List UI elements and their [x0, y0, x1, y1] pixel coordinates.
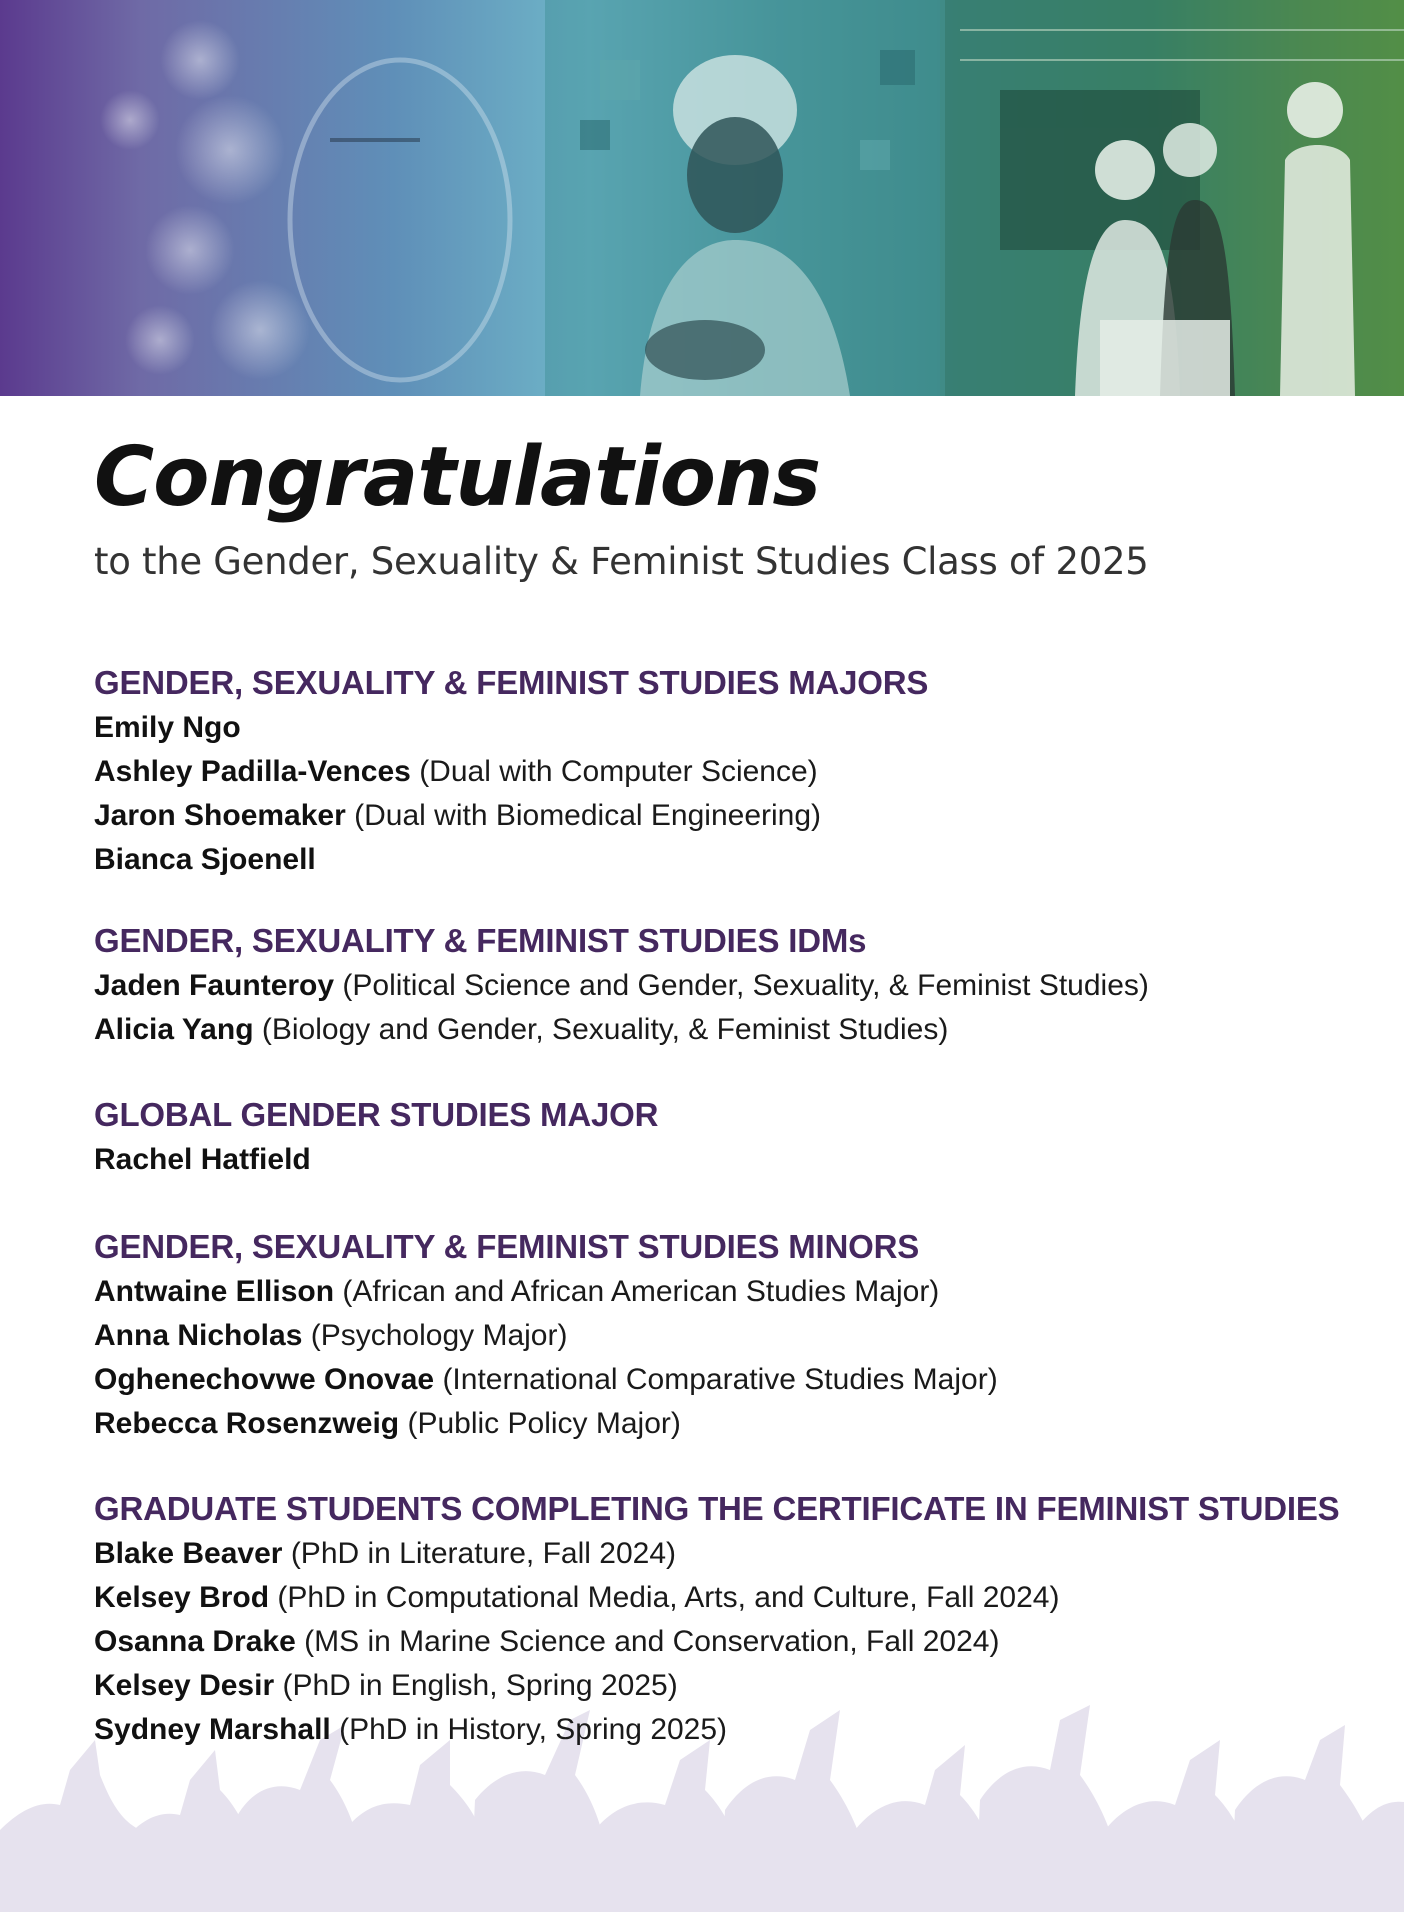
section-gsfs-idms [94, 920, 1149, 1052]
student-detail: (African and African American Studies Major) [342, 1275, 940, 1308]
student-detail: (International Comparative Studies Major) [442, 1363, 998, 1396]
student-name: Alicia Yang [94, 1013, 254, 1046]
student-detail: (PhD in English, Spring 2025) [282, 1669, 678, 1702]
section-heading: GENDER, SEXUALITY & FEMINIST STUDIES IDMs [94, 922, 867, 959]
student-detail: (MS in Marine Science and Conservation, Fall 2024) [304, 1625, 1000, 1658]
section-heading: GRADUATE STUDENTS COMPLETING THE CERTIFICATE IN FEMINIST STUDIES [94, 1490, 1340, 1527]
banner-collage-image [0, 0, 1404, 396]
student-detail: (Political Science and Gender, Sexuality, & Feminist Studies) [342, 969, 1149, 1002]
student-detail: (Dual with Computer Science) [419, 755, 818, 788]
list-item [94, 1270, 998, 1314]
list-item [94, 1664, 1340, 1708]
section-global-gender-major [94, 1094, 658, 1182]
list-item [94, 1402, 998, 1446]
section-heading: GLOBAL GENDER STUDIES MAJOR [94, 1096, 659, 1133]
list-item [94, 1708, 1340, 1752]
student-name: Jaron Shoemaker [94, 799, 346, 832]
list-item [94, 794, 928, 838]
student-detail: (Psychology Major) [310, 1319, 568, 1352]
student-name: Anna Nicholas [94, 1319, 303, 1352]
list-item [94, 1008, 1149, 1052]
student-name: Bianca Sjoenell [94, 843, 316, 876]
list-item [94, 1532, 1340, 1576]
list-item [94, 1138, 658, 1182]
header-banner [0, 0, 1404, 396]
list-item [94, 964, 1149, 1008]
student-detail: (Public Policy Major) [407, 1407, 681, 1440]
student-name: Blake Beaver [94, 1537, 283, 1570]
student-detail: (PhD in Literature, Fall 2024) [290, 1537, 676, 1570]
list-item [94, 1576, 1340, 1620]
student-name: Osanna Drake [94, 1625, 296, 1658]
section-gsfs-minors [94, 1226, 998, 1446]
student-name: Oghenechovwe Onovae [94, 1363, 435, 1396]
student-detail: (PhD in Computational Media, Arts, and Culture, Fall 2024) [277, 1581, 1060, 1614]
list-item [94, 706, 928, 750]
list-item [94, 750, 928, 794]
section-gsfs-majors [94, 662, 928, 882]
page-subtitle: to the Gender, Sexuality & Feminist Studies Class of 2025 [94, 540, 1149, 583]
page-title: Congratulations [94, 430, 821, 525]
section-graduate-certificate [94, 1488, 1340, 1752]
student-name: Jaden Faunteroy [94, 969, 335, 1002]
student-name: Antwaine Ellison [94, 1275, 335, 1308]
list-item [94, 1358, 998, 1402]
section-heading: GENDER, SEXUALITY & FEMINIST STUDIES MAJORS [94, 664, 929, 701]
list-item [94, 1314, 998, 1358]
student-name: Emily Ngo [94, 711, 241, 744]
student-detail: (PhD in History, Spring 2025) [339, 1713, 728, 1746]
student-name: Kelsey Brod [94, 1581, 270, 1614]
student-name: Kelsey Desir [94, 1669, 275, 1702]
section-heading: GENDER, SEXUALITY & FEMINIST STUDIES MINORS [94, 1228, 920, 1265]
student-detail: (Dual with Biomedical Engineering) [354, 799, 822, 832]
student-name: Rebecca Rosenzweig [94, 1407, 400, 1440]
student-detail: (Biology and Gender, Sexuality, & Feminist Studies) [261, 1013, 949, 1046]
list-item [94, 1620, 1340, 1664]
student-name: Ashley Padilla-Vences [94, 755, 411, 788]
list-item [94, 838, 928, 882]
student-name: Rachel Hatfield [94, 1143, 311, 1176]
student-name: Sydney Marshall [94, 1713, 331, 1746]
